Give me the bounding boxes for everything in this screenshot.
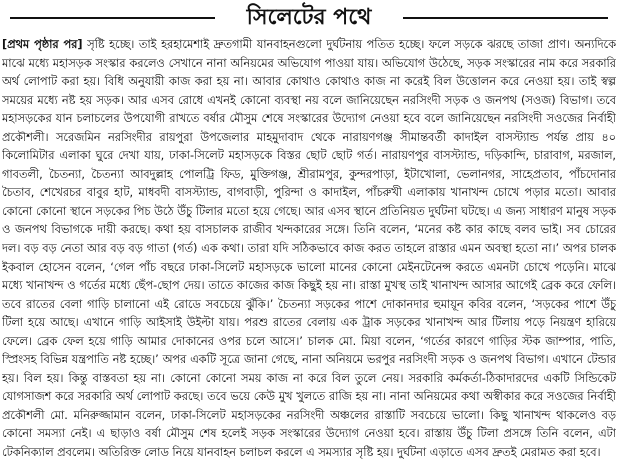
continuation-prefix: [প্রথম পৃষ্ঠার পর] [2,38,83,51]
headline-area [0,0,618,36]
article-text: সৃষ্টি হচ্ছে। তাই হরহামেশাই দ্রুতগামী যানবাহনগুলো দুর্ঘটনায় পতিত হচ্ছে। ফলে সড়কে ঝরছে তাজা প্রাণ। অন্যদিকে মাঝে মধ্যে মহাসড়ক সংস্কার করলেও সেখানে নানা অনিয়মের অভিযোগ পাওয়া যায়। অভিযোগ উঠেছে, সড়ক সংস্কারের নাম করে সরকারি অর্থ লোপাট করা হয়। বিধি অনুযায়ী কাজ করা হয় না। আবার কোথাও কোথাও কাজ না করেই বিল উত্তোলন করে নেওয়া হয়। তাই স্বল্প সময়ের মধ্যে নষ্ট হয় সড়ক। আর এসব রোধে এখনই কোনো ব্যবস্থা নয় বলে জানিয়েছেন নরসিংদী সড়ক ও জনপথ (সওজ) বিভাগ। তবে মহাসড়কের যান চলাচলের উপযোগী রাখতে বর্ষার মৌসুম শেষে সংস্কারের উদ্যোগ নেওয়া হবে বলে জানিয়েছেন নরসিংদী সওজের নির্বাহী প্রকৌশলী। সরেজমিন নরসিংদীর রায়পুরা উপজেলার মাহমুদাবাদ থেকে নারায়ণগঞ্জ সীমান্তবর্তী কাদাইল বাসস্ট্যান্ড পর্যন্ত প্রায় ৪০ কিলোমিটার এলাকা ঘুরে দেখা যায়, ঢাকা-সিলেট মহাসড়কে বিস্তর ছোট ছোট গর্ত। নারায়ণপুর বাসস্ট্যান্ড, দড়িকান্দি, চারাবাগ, মরজাল, গাবতলী, চৈতন্যা, চৈতন্যা আবদুল্লাহ পোলট্রি ফিড, মুক্তিগঞ্জ, শ্রীরামপুর, কুন্দরপাড়া, ইটাখোলা, ভেলানগর, সাহেপ্রতাব, পাঁচদোনার চৈতাব, শেখেরচর বাবুর হাট, মাধবদী বাসস্ট্যান্ড, বাগবাড়ী, পুরিন্দা ও কাদাইল, পাঁচরুখী এলাকায় খানাখন্দ চোখে পড়ার মতো। আবার কোনো কোনো স্থানে সড়কের পিচ উঠে উঁচু টিলার মতো হয়ে গেছে। আর এসব স্থানে প্রতিনিয়ত দুর্ঘটনা ঘটছে। এ জন্য সাধারণ মানুষ সড়ক ও জনপথ বিভাগকে দায়ী করছে। কথা হয় বাসচালক রাজীব খন্দকারের সঙ্গে। তিনি বলেন, ‘মনের কষ্ট কার কাছে বলব ভাই। সব চোরের দল। বড় বড় নেতা আর বড় বড় গাতা (গর্ত) এক কথা। তারা যদি সঠিকভাবে কাজ করত তাহলে রাস্তার এমন অবস্থা হতো না।’ অপর চালক ইকবাল হোসেন বলেন, ‘গেল পাঁচ বছরে ঢাকা-সিলেট মহাসড়কে ভালো মানের কোনো মেইনটেনেন্স করতে এমনটা চোখে পড়েনি। মাঝে মধ্যে খানাখন্দ ও গর্তের মধ্যে ছেঁপ-ছোপ দেয়। তাতে কাজের কাজ কিছুই হয় না। রাস্তা মুখস্থ তাই খানাখন্দ আসার আগেই ব্রেক করে ফেলি। তবে রাতের বেলা গাড়ি চালানো এই রোডে সবচেয়ে ঝুঁকি।’ চৈতন্যা সড়কের পাশে দোকানদার হুমায়ূন কবির বলেন, ‘সড়কের পাশে উঁচু টিলা হয়ে আছে। এখানে গাড়ি আইসাই উইল্টা যায়। পরশু রাতের বেলায় এক ট্রাক সড়কের খানাখন্দ আর টিলায় পড়ে নিয়ন্ত্রণ হারিয়ে ফেলে। ব্রেক ফেল হয়ে গাড়ি আমার দোকানের ওপর চলে আসে।’ চালক মো. মিয়া বলেন, ‘গর্তের কারণে গাড়ির স্টক জাম্পার, পাতি, স্প্রিংসহ বিভিন্ন যন্ত্রপাতি নষ্ট হচ্ছে।’ অপর একটি সূত্রে জানা গেছে, নানা অনিয়মে ভরপুর নরসিংদী সড়ক ও জনপথ বিভাগ। এখানে টেন্ডার হয়। বিল হয়। কিন্তু বাস্তবতা হয় না। কোনো কোনো সময় কাজ না করে বিল তুলে নেয়। সরকারি কর্মকর্তা-ঠিকাদারদের একটি সিন্ডিকেট যোগসাজশ করে সরকারি অর্থ লোপাট করছে। তবে ভয়ে কেউ মুখ খুলতে রাজি হয় না। নানা অনিয়মের কথা অস্বীকার করে সওজের নির্বাহী প্রকৌশলী মো. মনিরুজ্জামান বলেন, ঢাকা-সিলেট মহাসড়কের নরসিংদী অঞ্চলের রাস্তাটি সবচেয়ে ভালো। কিছু খানাখন্দ থাকলেও বড় কোনো সমস্যা নেই। এ ছাড়াও বর্ষা মৌসুম শেষ হলেই সড়ক সংস্কারের উদ্যোগ নেওয়া হবে। রাস্তায় উঁচু টিলা প্রসঙ্গে তিনি বলেন, এটা টেকনিক্যাল প্রবলেম। অতিরিক্ত লোড নিয়ে যানবাহন চলাচল করলে এ সমস্যার সৃষ্টি হয়। দুর্ঘটনা এড়াতে এসব দ্রুতই মেরামত করা হবে। [2,38,616,460]
headline: সিলেটের পথে [246,4,372,30]
article-body [2,36,616,472]
headline-rule-right [403,17,608,19]
